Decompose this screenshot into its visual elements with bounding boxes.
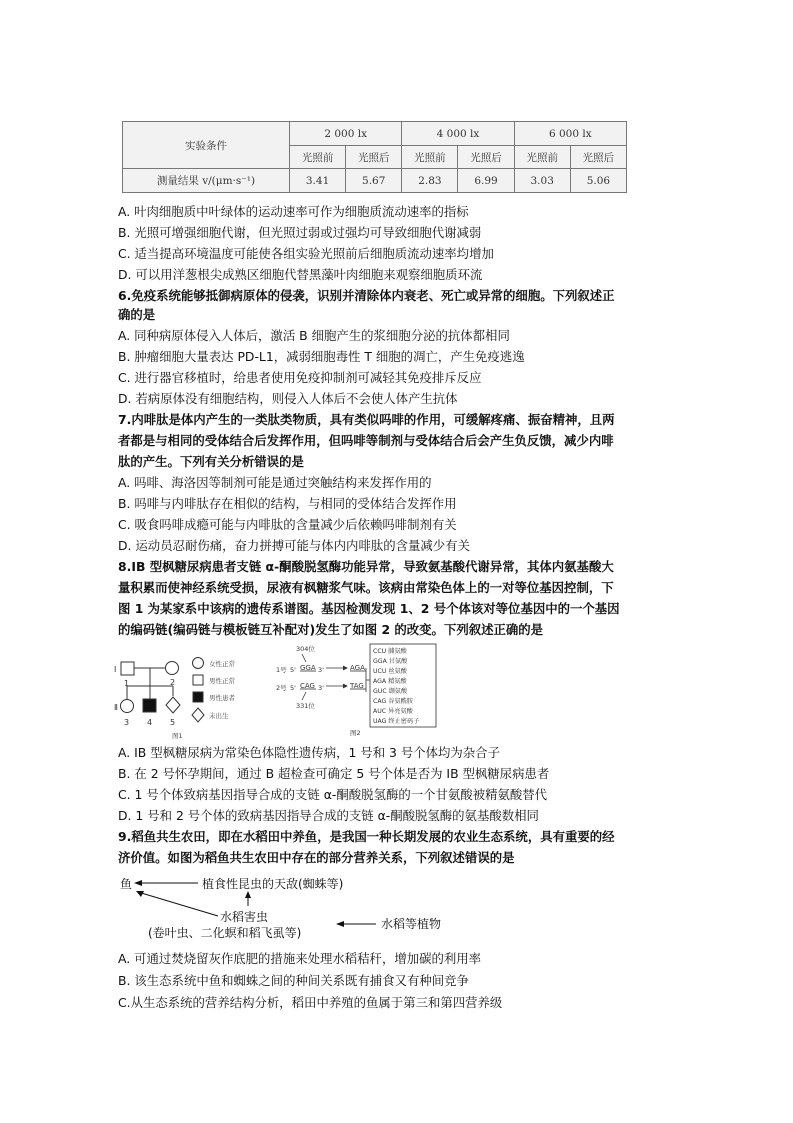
legend-male-icon [193, 675, 203, 685]
q8-stem-line: 量积累而使神经系统受损，尿液有枫糖浆气味。该病由常染色体上的一对等位基因控制，下 [118, 580, 614, 595]
pedigree-unborn [166, 697, 180, 713]
q5-option-a: A. 叶肉细胞质中叶绿体的运动速率可作为细胞质流动速率的指标 [118, 204, 469, 219]
q6-option-a: A. 同种病原体侵入人体后，激活 B 细胞产生的浆细胞分泌的抗体都相同 [118, 328, 510, 343]
q9-option-a: A. 可通过焚烧留灰作底肥的措施来处理水稻秸秆，增加碳的利用率 [118, 951, 482, 966]
codon-entry: GUC 缬氨酸 [373, 688, 408, 695]
legend-unborn-icon [192, 708, 204, 722]
table-corner: 实验条件 [123, 122, 290, 169]
table-cell: 3.41 [290, 169, 346, 193]
pedigree-number: 5 [170, 718, 176, 727]
legend-label: 男性正常 [209, 677, 235, 685]
pedigree-male-normal [121, 662, 134, 675]
q8-option-b: B. 在 2 号怀孕期间，通过 B 超检查可确定 5 号个体是否为 IB 型枫糖尿病患者 [118, 766, 550, 781]
q7-option-d: D. 运动员忍耐伤痛，奋力拼搏可能与体内内啡肽的含量减少有关 [118, 538, 470, 553]
position-label: 331位 [296, 702, 315, 710]
q7-stem-line: 肽的产生。下列有关分析错误的是 [118, 454, 304, 469]
fish-node: 鱼 [120, 877, 133, 891]
table-subheader: 光照前 [402, 146, 458, 169]
table-row-label: 测量结果 v/(μm·s⁻¹) [123, 169, 290, 193]
original-codon: CAG [300, 682, 315, 690]
legend-label: 女性正常 [209, 660, 235, 668]
q5-option-c: C. 适当提高环境温度可能使各组实验光照前后细胞质流动速率均增加 [118, 246, 494, 261]
original-codon: GGA [300, 664, 316, 672]
legend-affected-icon [193, 692, 203, 702]
pedigree-number: 2 [170, 678, 176, 687]
food-web-diagram [118, 870, 478, 942]
pedigree-figure [114, 648, 268, 740]
table-cell: 2.83 [402, 169, 458, 193]
table-group-header: 6 000 lx [514, 122, 626, 146]
pedigree-number: 3 [124, 718, 130, 727]
q7-stem-line: 7.内啡肽是体内产生的一类肽类物质，具有类似吗啡的作用，可缓解疼痛、振奋精神，且两 [118, 412, 615, 427]
q6-stem-line: 确的是 [118, 307, 156, 322]
table-group-header: 4 000 lx [402, 122, 514, 146]
natural-enemies-node: 植食性昆虫的天敌(蜘蛛等) [202, 877, 344, 891]
legend-female-icon [193, 658, 204, 669]
codon-entry: CAG 谷氨酰胺 [373, 698, 413, 705]
pedigree-female-normal [121, 700, 134, 713]
codon-figure [270, 640, 440, 740]
q6-option-b: B. 肿瘤细胞大量表达 PD-L1，减弱细胞毒性 T 细胞的凋亡，产生免疫逃逸 [118, 349, 525, 364]
generation-label: Ⅱ [114, 703, 118, 712]
q5-option-b: B. 光照可增强细胞代谢，但光照过弱或过强均可导致细胞代谢减弱 [118, 225, 482, 240]
q6-option-c: C. 进行器官移植时，给患者使用免疫抑制剂可减轻其免疫排斥反应 [118, 370, 482, 385]
q6-stem-line: 6.免疫系统能够抵御病原体的侵袭，识别并清除体内衰老、死亡或异常的细胞。下列叙述正 [118, 288, 615, 303]
strand-end: 3' [318, 666, 324, 674]
rice-pests-node: 水稻害虫 [220, 910, 269, 924]
table-cell: 5.67 [346, 169, 402, 193]
position-label: 304位 [296, 645, 315, 653]
pedigree-number: 4 [147, 718, 153, 727]
table-subheader: 光照前 [290, 146, 346, 169]
row-label: 2号 [276, 684, 287, 692]
pedigree-male-affected [143, 699, 156, 712]
codon-entry: AUC 异亮氨酸 [373, 708, 413, 715]
figure-caption: 图1 [172, 732, 183, 740]
experiment-table [122, 121, 627, 193]
q9-stem-line: 9.稻鱼共生农田，即在水稻田中养鱼，是我国一种长期发展的农业生态系统，具有重要的经 [118, 829, 615, 844]
generation-label: Ⅰ [114, 665, 117, 674]
q5-option-d: D. 可以用洋葱根尖成熟区细胞代替黑藻叶肉细胞来观察细胞质环流 [118, 267, 483, 282]
strand-end: 5' [290, 684, 296, 692]
q8-option-a: A. IB 型枫糖尿病为常染色体隐性遗传病，1 号和 3 号个体均为杂合子 [118, 745, 500, 760]
q7-option-c: C. 吸食吗啡成瘾可能与内啡肽的含量减少后依赖吗啡制剂有关 [118, 517, 457, 532]
table-group-header: 2 000 lx [290, 122, 402, 146]
codon-entry: CCU 脯氨酸 [373, 648, 407, 655]
table-cell: 5.06 [570, 169, 626, 193]
table-subheader: 光照前 [514, 146, 570, 169]
rice-pests-detail: (卷叶虫、二化螟和稻飞虱等) [148, 926, 302, 940]
pedigree-female-normal [166, 662, 179, 675]
q8-option-d: D. 1 号和 2 号个体的致病基因指导合成的支链 α-酮酸脱氢酶的氨基酸数相同 [118, 808, 539, 823]
q7-option-a: A. 吗啡、海洛因等制剂可能是通过突触结构来发挥作用的 [118, 475, 432, 490]
figure-caption: 图2 [350, 729, 361, 737]
arrow-icon [138, 892, 218, 916]
codon-entry: UCU 丝氨酸 [373, 668, 407, 675]
mutant-codon: TAG [350, 682, 364, 690]
strand-end: 3' [318, 684, 324, 692]
rice-plants-node: 水稻等植物 [381, 917, 442, 931]
q6-option-d: D. 若病原体没有细胞结构，则侵入人体后不会使人体产生抗体 [118, 391, 458, 406]
q9-option-b: B. 该生态系统中鱼和蜘蛛之间的种间关系既有捕食又有种间竞争 [118, 973, 469, 988]
q9-stem-line: 济价值。如图为稻鱼共生农田中存在的部分营养关系，下列叙述错误的是 [118, 850, 515, 865]
table-cell: 3.03 [514, 169, 570, 193]
q7-stem-line: 者都是与相同的受体结合后发挥作用，但吗啡等制剂与受体结合后会产生负反馈，减少内啡 [118, 433, 614, 448]
row-label: 1号 [276, 666, 287, 674]
table-cell: 6.99 [458, 169, 514, 193]
table-subheader: 光照后 [570, 146, 626, 169]
mutant-codon: AGA [350, 664, 365, 672]
table-subheader: 光照后 [458, 146, 514, 169]
table-subheader: 光照后 [346, 146, 402, 169]
q8-stem-line: 8.IB 型枫糖尿病患者支链 α-酮酸脱氢酶功能异常，导致氨基酸代谢异常，其体内氨基酸大 [118, 559, 614, 574]
strand-end: 5' [290, 666, 296, 674]
codon-entry: GGA 甘氨酸 [373, 658, 408, 665]
q8-stem-line: 图 1 为某家系中该病的遗传系谱图。基因检测发现 1、2 号个体该对等位基因中的一个基因 [118, 601, 620, 616]
legend-label: 未出生 [209, 712, 229, 720]
codon-entry: UAG 终止密码子 [373, 718, 420, 725]
q9-option-c: C.从生态系统的营养结构分析，稻田中养殖的鱼属于第三和第四营养级 [118, 995, 503, 1010]
pedigree-number: 1 [124, 679, 130, 688]
legend-label: 男性患者 [209, 694, 235, 702]
q7-option-b: B. 吗啡与内啡肽存在相似的结构，与相同的受体结合发挥作用 [118, 496, 457, 511]
q8-option-c: C. 1 号个体致病基因指导合成的支链 α-酮酸脱氢酶的一个甘氨酸被精氨酸替代 [118, 787, 548, 802]
codon-entry: AGA 精氨酸 [373, 678, 407, 685]
q8-stem-line: 的编码链(编码链与模板链互补配对)发生了如图 2 的改变。下列叙述正确的是 [118, 622, 544, 637]
